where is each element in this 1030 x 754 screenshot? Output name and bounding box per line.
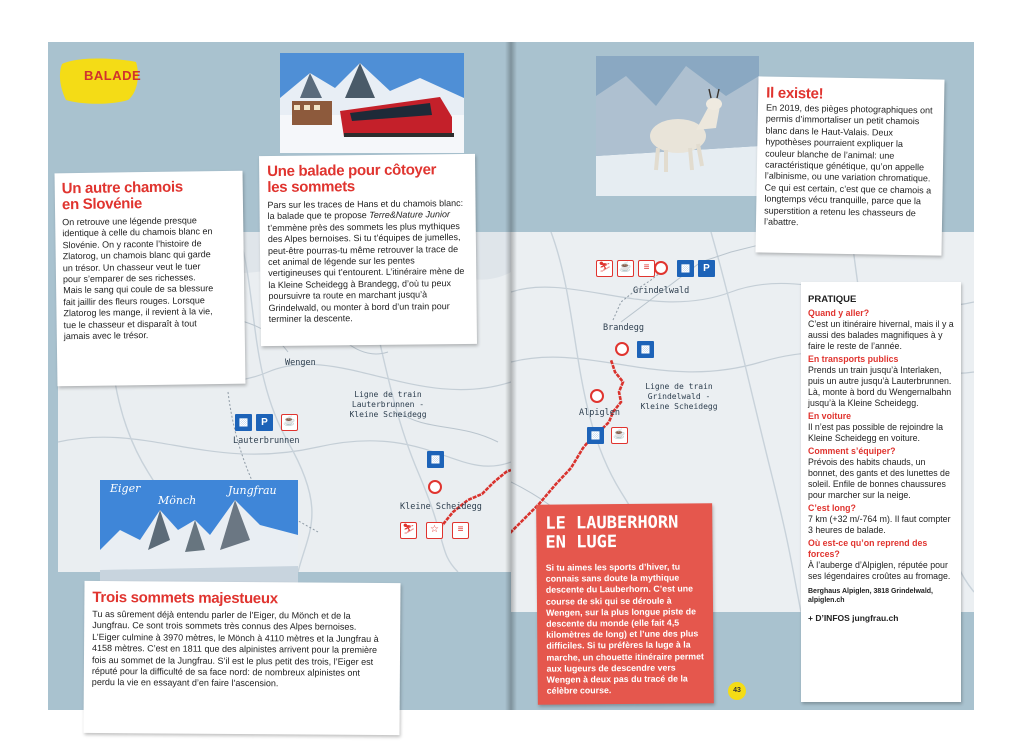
pratique-box [801,282,961,702]
lauberhorn-title-1: LE LAUBERHORN [545,512,679,534]
restaurant-icon: ☕ [611,427,628,444]
map-label-grindelwald: Grindelwald [633,286,690,296]
right-page [511,42,974,710]
pratique-address: Berghaus Alpiglen, 3818 Grindelwald, alpiglen.ch [808,588,933,604]
walking-icon: ☆ [426,522,443,539]
existe-title: Il existe! [766,84,824,103]
map-label-alpiglen: Alpiglen [579,408,620,418]
balade-box [259,154,477,346]
peak-label-eiger: Eiger [110,482,141,495]
map-label-kleine-scheidegg: Kleine Scheidegg [400,502,482,512]
ski-icon: ⛷ [400,522,417,539]
train-icon: ▩ [427,451,444,468]
sommets-box [83,581,400,735]
stop-kleine-scheidegg [428,480,442,494]
ski-icon: ⛷ [596,260,613,277]
lauberhorn-box [536,503,714,705]
pratique-text-quand: C’est un itinéraire hivernal, mais il y a aussi des balades magnifiques à y faire le reste de l’année. [808,319,954,351]
pratique-content [808,294,954,623]
train-icon: ▩ [677,260,694,277]
parking-icon: P [256,414,273,431]
train-icon: ▩ [235,414,252,431]
pratique-label-forces: Où est-ce qu’on reprend des forces? [808,538,928,559]
train-icon: ▩ [637,341,654,358]
pratique-label-voiture: En voiture [808,411,852,421]
train-icon: ▩ [587,427,604,444]
map-label-wengen: Wengen [285,358,316,368]
map-label-brandegg: Brandegg [603,323,644,333]
pratique-infos-link[interactable]: + D’INFOS jungfrau.ch [808,613,899,623]
existe-body: En 2019, des pièges photographiques ont permis d’immortaliser un petit chamois blanc dans le Haut-Valais. Deux hypothèses pourraient expliquer la couleur blanche de l’animal: une caractéristique génétique, qu’on appelle l’albinisme, ou une variation chromatique. Ce qui est certain, c’est que ce chamois a longtemps vécu tranquille, parce que la superstition a retenu les chasseurs de l’abattre. [763,102,933,228]
section-tag [58,56,140,106]
balade-title-1: Une balade pour côtoyer [267,161,437,181]
page-gutter [505,42,517,710]
pratique-text-long: 7 km (+32 m/-764 m). Il faut compter 3 heures de balade. [808,514,951,535]
pratique-label-long: C’est long? [808,503,856,513]
stop-grindelwald [654,261,668,275]
pratique-label-transports: En transports publics [808,354,899,364]
left-page [48,42,511,710]
balade-body-em: Terre&Nature Junior [369,209,450,221]
pratique-text-voiture: Il n’est pas possible de rejoindre la Kleine Scheidegg en voiture. [808,422,943,443]
sommets-title: Trois sommets majestueux [92,588,278,608]
restaurant-icon: ☕ [617,260,634,277]
sled-icon: ≡ [452,522,469,539]
page-number: 43 [728,682,746,700]
slovenie-title-2: en Slovénie [61,195,143,214]
peak-label-monch: Mönch [158,494,197,507]
sommets-body: Tu as sûrement déjà entendu parler de l’Eiger, du Mönch et de la Jungfrau. Ce sont trois sommets très connus des Alpes bernoises. L’Eiger culmine à 3970 mètres, le Mönch à 4110 mètres et la Jungfrau à 4158 mètres. C’est en 1811 que des alpinistes arrivent pour la première fois au sommet de la Jungfrau. S’il est le plus petit des trois, l’Eiger est réputé pour la difficulté de sa face nord: de nombreux alpinistes ont perdu la vie en essayant d’en faire l’ascension. [91,608,379,689]
slovenie-title-1: Un autre chamois [61,178,183,198]
map-label-rail-right: Ligne de train Grindelwald - Kleine Scheidegg [640,382,718,411]
balade-title-2: les sommets [267,178,356,197]
stop-brandegg [615,342,629,356]
section-tag-label: BALADE [84,68,142,83]
existe-box [755,76,944,255]
sled-icon: ≡ [638,260,655,277]
map-label-rail-left: Ligne de train Lauterbrunnen - Kleine Scheidegg [349,390,427,419]
lauberhorn-body: Si tu aimes les sports d’hiver, tu connais sans doute la mythique descente du Lauberhorn. C’est une course de ski qui se déroule à Wengen, sur la plus longue piste de descente du monde (elle fait 4,5 kilomètres de long) et l’une des plus difficiles. Si tu préfères la luge à la marche, un chouette itinéraire permet aux lugeurs de descendre vers Wengen à deux pas du tracé de la célèbre course. [545,561,704,696]
mountains-photo [100,480,298,590]
chamois-photo [596,56,759,196]
pratique-title: PRATIQUE [808,294,857,305]
pratique-text-forces: À l’auberge d’Alpiglen, réputée pour ses légendaires croûtes au fromage. [808,560,951,581]
balade-body-a: Pars sur les traces de Hans et du chamois blanc: la balade que te propose [267,198,464,222]
pratique-text-equiper: Prévois des habits chauds, un bonnet, des gants et des lunettes de soleil. Enfile de bonnes chaussures pour marcher sur la neige. [808,457,950,500]
peak-label-jungfrau: Jungfrau [228,484,277,497]
parking-icon: P [698,260,715,277]
map-label-lauterbrunnen: Lauterbrunnen [233,436,300,446]
balade-body-b: t’emmène près des sommets les plus mythiques des Alpes bernoises. Si tu t’équipes de jumelles, peut-être pourras-tu même retrouver la trace de cet animal de légende sur les pentes vertigineuses qui t’entourent. L’itinéraire mène de la Kleine Scheidegg à Brandegg, d’où tu peux poursuivre ta route en marchant jusqu’à Grindelwald, ou monter à bord d’un train pour terminer la descente. [267,220,465,325]
balade-body [267,198,468,326]
pratique-label-quand: Quand y aller? [808,308,870,318]
restaurant-icon: ☕ [281,414,298,431]
pratique-label-equiper: Comment s’équiper? [808,446,896,456]
lauberhorn-title-2: EN LUGE [545,532,618,553]
pratique-text-transports: Prends un train jusqu’à Interlaken, puis un autre jusqu’à Lauterbrunnen. Là, monte à bord du Wengernalbahn jusqu’à la Kleine Scheidegg. [808,365,952,408]
train-photo [280,53,464,153]
stop-alpiglen [590,389,604,403]
slovenie-body: On retrouve une légende presque identique à celle du chamois blanc en Slovénie. On y raconte l’histoire de Zlatorog, un chamois blanc qui garde un trésor. Un chasseur veut le tuer pour s’emparer de ses richesses. Mais le sang qui coule de sa blessure fait jaillir des fleurs rouges. Lorsque Zlatorog les mange, il revient à la vie, tue le chasseur et disparaît à tout jamais avec le trésor. [62,215,214,342]
slovenie-box [55,171,246,387]
